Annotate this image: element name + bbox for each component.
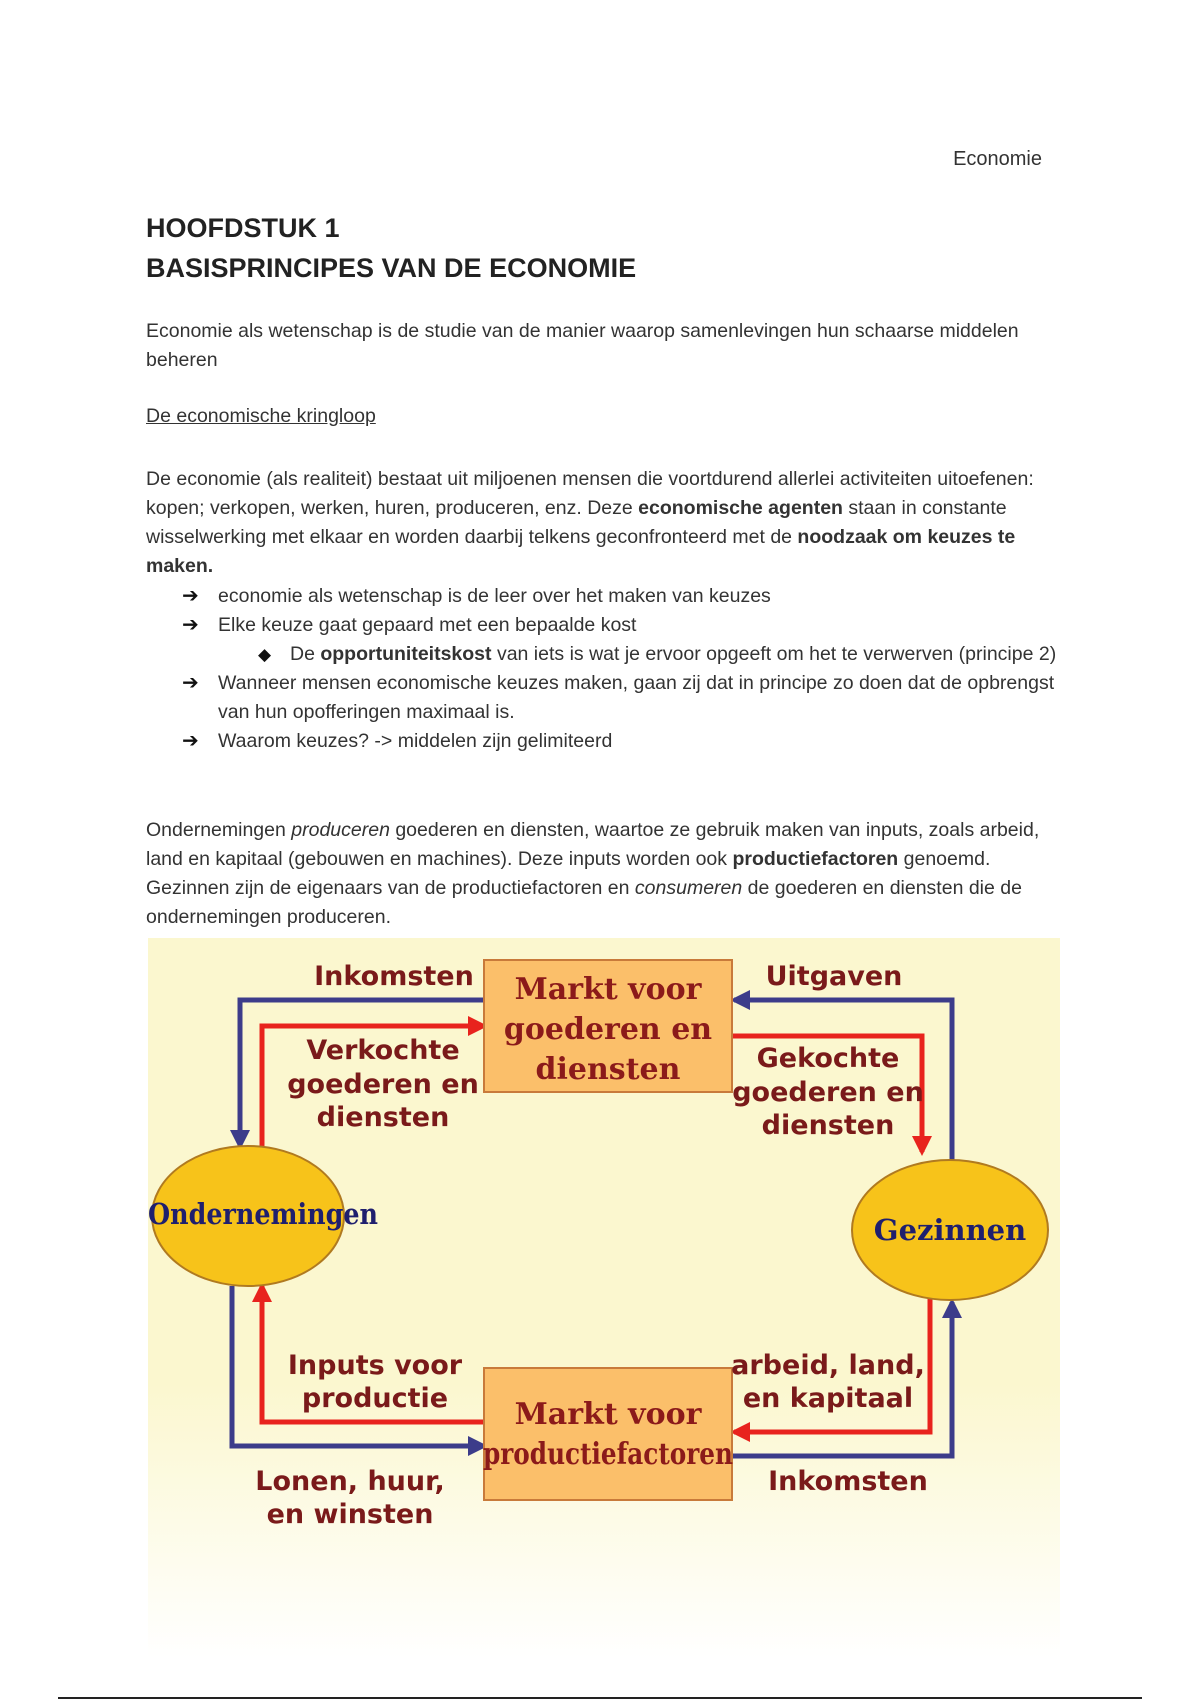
header-label: Economie — [953, 148, 1042, 170]
inputs-label-line: Inputs voor — [287, 1350, 463, 1381]
uitgaven-label: Uitgaven — [765, 961, 903, 992]
bullet-list — [146, 582, 1066, 756]
chapter-name: BASISPRINCIPES VAN DE ECONOMIE — [146, 253, 637, 283]
verkochte-label-line: goederen en — [287, 1069, 479, 1100]
list-item — [146, 582, 1066, 611]
arrow-icon: ➔ — [182, 672, 199, 694]
chapter-title — [146, 208, 636, 288]
market-goods-line: goederen en — [503, 1012, 713, 1047]
sub-item-post: van iets is wat je ervoor opgeeft om het te verwerven (principe 2) — [491, 643, 1057, 665]
intro-paragraph: Economie als wetenschap is de studie van de manier waarop samenlevingen hun schaarse middelen beheren — [146, 320, 1019, 371]
diamond-bullet-icon: ◆ — [258, 645, 272, 664]
sub-item-bold: opportuniteitskost — [320, 643, 492, 665]
market-factors-box — [484, 1368, 732, 1500]
chapter-number: HOOFDSTUK 1 — [146, 213, 340, 243]
gekochte-label-line: diensten — [761, 1110, 895, 1141]
firms-label: Ondernemingen — [148, 1197, 378, 1231]
list-item — [146, 727, 1066, 756]
list-item-text: Waarom keuzes? -> middelen zijn gelimiteerd — [218, 730, 613, 752]
arrow-icon: ➔ — [182, 730, 199, 752]
households-label: Gezinnen — [873, 1213, 1027, 1247]
inkomsten-top-label: Inkomsten — [314, 961, 474, 992]
paragraph-economic-agents — [146, 465, 1066, 581]
p2-italic-2: consumeren — [634, 877, 743, 899]
circular-flow-diagram — [148, 938, 1060, 1658]
arrow-icon: ➔ — [182, 585, 199, 607]
verkochte-label-line: diensten — [316, 1102, 450, 1133]
p2-text-3: genoemd. Gezinnen zijn de eigenaars van de productiefactoren en — [146, 848, 991, 899]
list-item-text: economie als wetenschap is de leer over het maken van keuzes — [218, 585, 771, 607]
p2-text-1: Ondernemingen — [146, 819, 292, 841]
list-item-text: Wanneer mensen economische keuzes maken, gaan zij dat in principe zo doen dat de opbrengst van hun opofferingen maximaal is. — [218, 672, 1055, 723]
lonen-label-line: Lonen, huur, — [255, 1466, 445, 1497]
list-item — [146, 611, 1066, 640]
sub-item-pre: De — [290, 643, 321, 665]
section-title: De economische kringloop — [146, 405, 376, 427]
p2-italic-1: produceren — [291, 819, 390, 841]
market-goods-line: diensten — [535, 1052, 681, 1087]
p1-bold-2: noodzaak om keuzes te maken. — [146, 526, 1016, 577]
p1-bold-1: economische agenten — [638, 497, 843, 519]
arrow-icon: ➔ — [182, 614, 199, 636]
p2-bold-1: productiefactoren — [732, 848, 899, 870]
gekochte-label-line: Gekochte — [756, 1043, 900, 1074]
list-item — [146, 669, 1066, 727]
sub-list-item — [146, 640, 1066, 669]
verkochte-label-line: Verkochte — [306, 1035, 460, 1066]
p2-text-4: de goederen en diensten die de ondernemingen produceren. — [146, 877, 1022, 928]
inkomsten-bottom-label: Inkomsten — [768, 1466, 928, 1497]
p1-text-1: De economie (als realiteit) bestaat uit miljoenen mensen die voortdurend allerlei activiteiten uitoefenen: kopen; verkopen, werken, huren, produceren, enz. Deze — [146, 468, 1034, 519]
arbeid-label-line: en kapitaal — [742, 1383, 914, 1414]
paragraph-production — [146, 816, 1066, 932]
p1-text-2: staan in constante wisselwerking met elkaar en worden daarbij telkens geconfronteerd met de — [146, 497, 1007, 548]
p2-text-2: goederen en diensten, waartoe ze gebruik maken van inputs, zoals arbeid, land en kapitaal (gebouwen en machines). Deze inputs worden ook — [146, 819, 1040, 870]
list-item-text: Elke keuze gaat gepaard met een bepaalde kost — [218, 614, 637, 636]
market-goods-line: Markt voor — [514, 972, 702, 1007]
market-factors-line: Markt voor — [514, 1397, 702, 1432]
bottom-rule — [58, 1697, 1142, 1699]
lonen-label-line: en winsten — [266, 1499, 434, 1530]
gekochte-label-line: goederen en — [732, 1077, 924, 1108]
inputs-label-line: productie — [301, 1383, 449, 1414]
market-factors-line: productiefactoren — [483, 1437, 734, 1472]
arbeid-label-line: arbeid, land, — [731, 1350, 925, 1381]
